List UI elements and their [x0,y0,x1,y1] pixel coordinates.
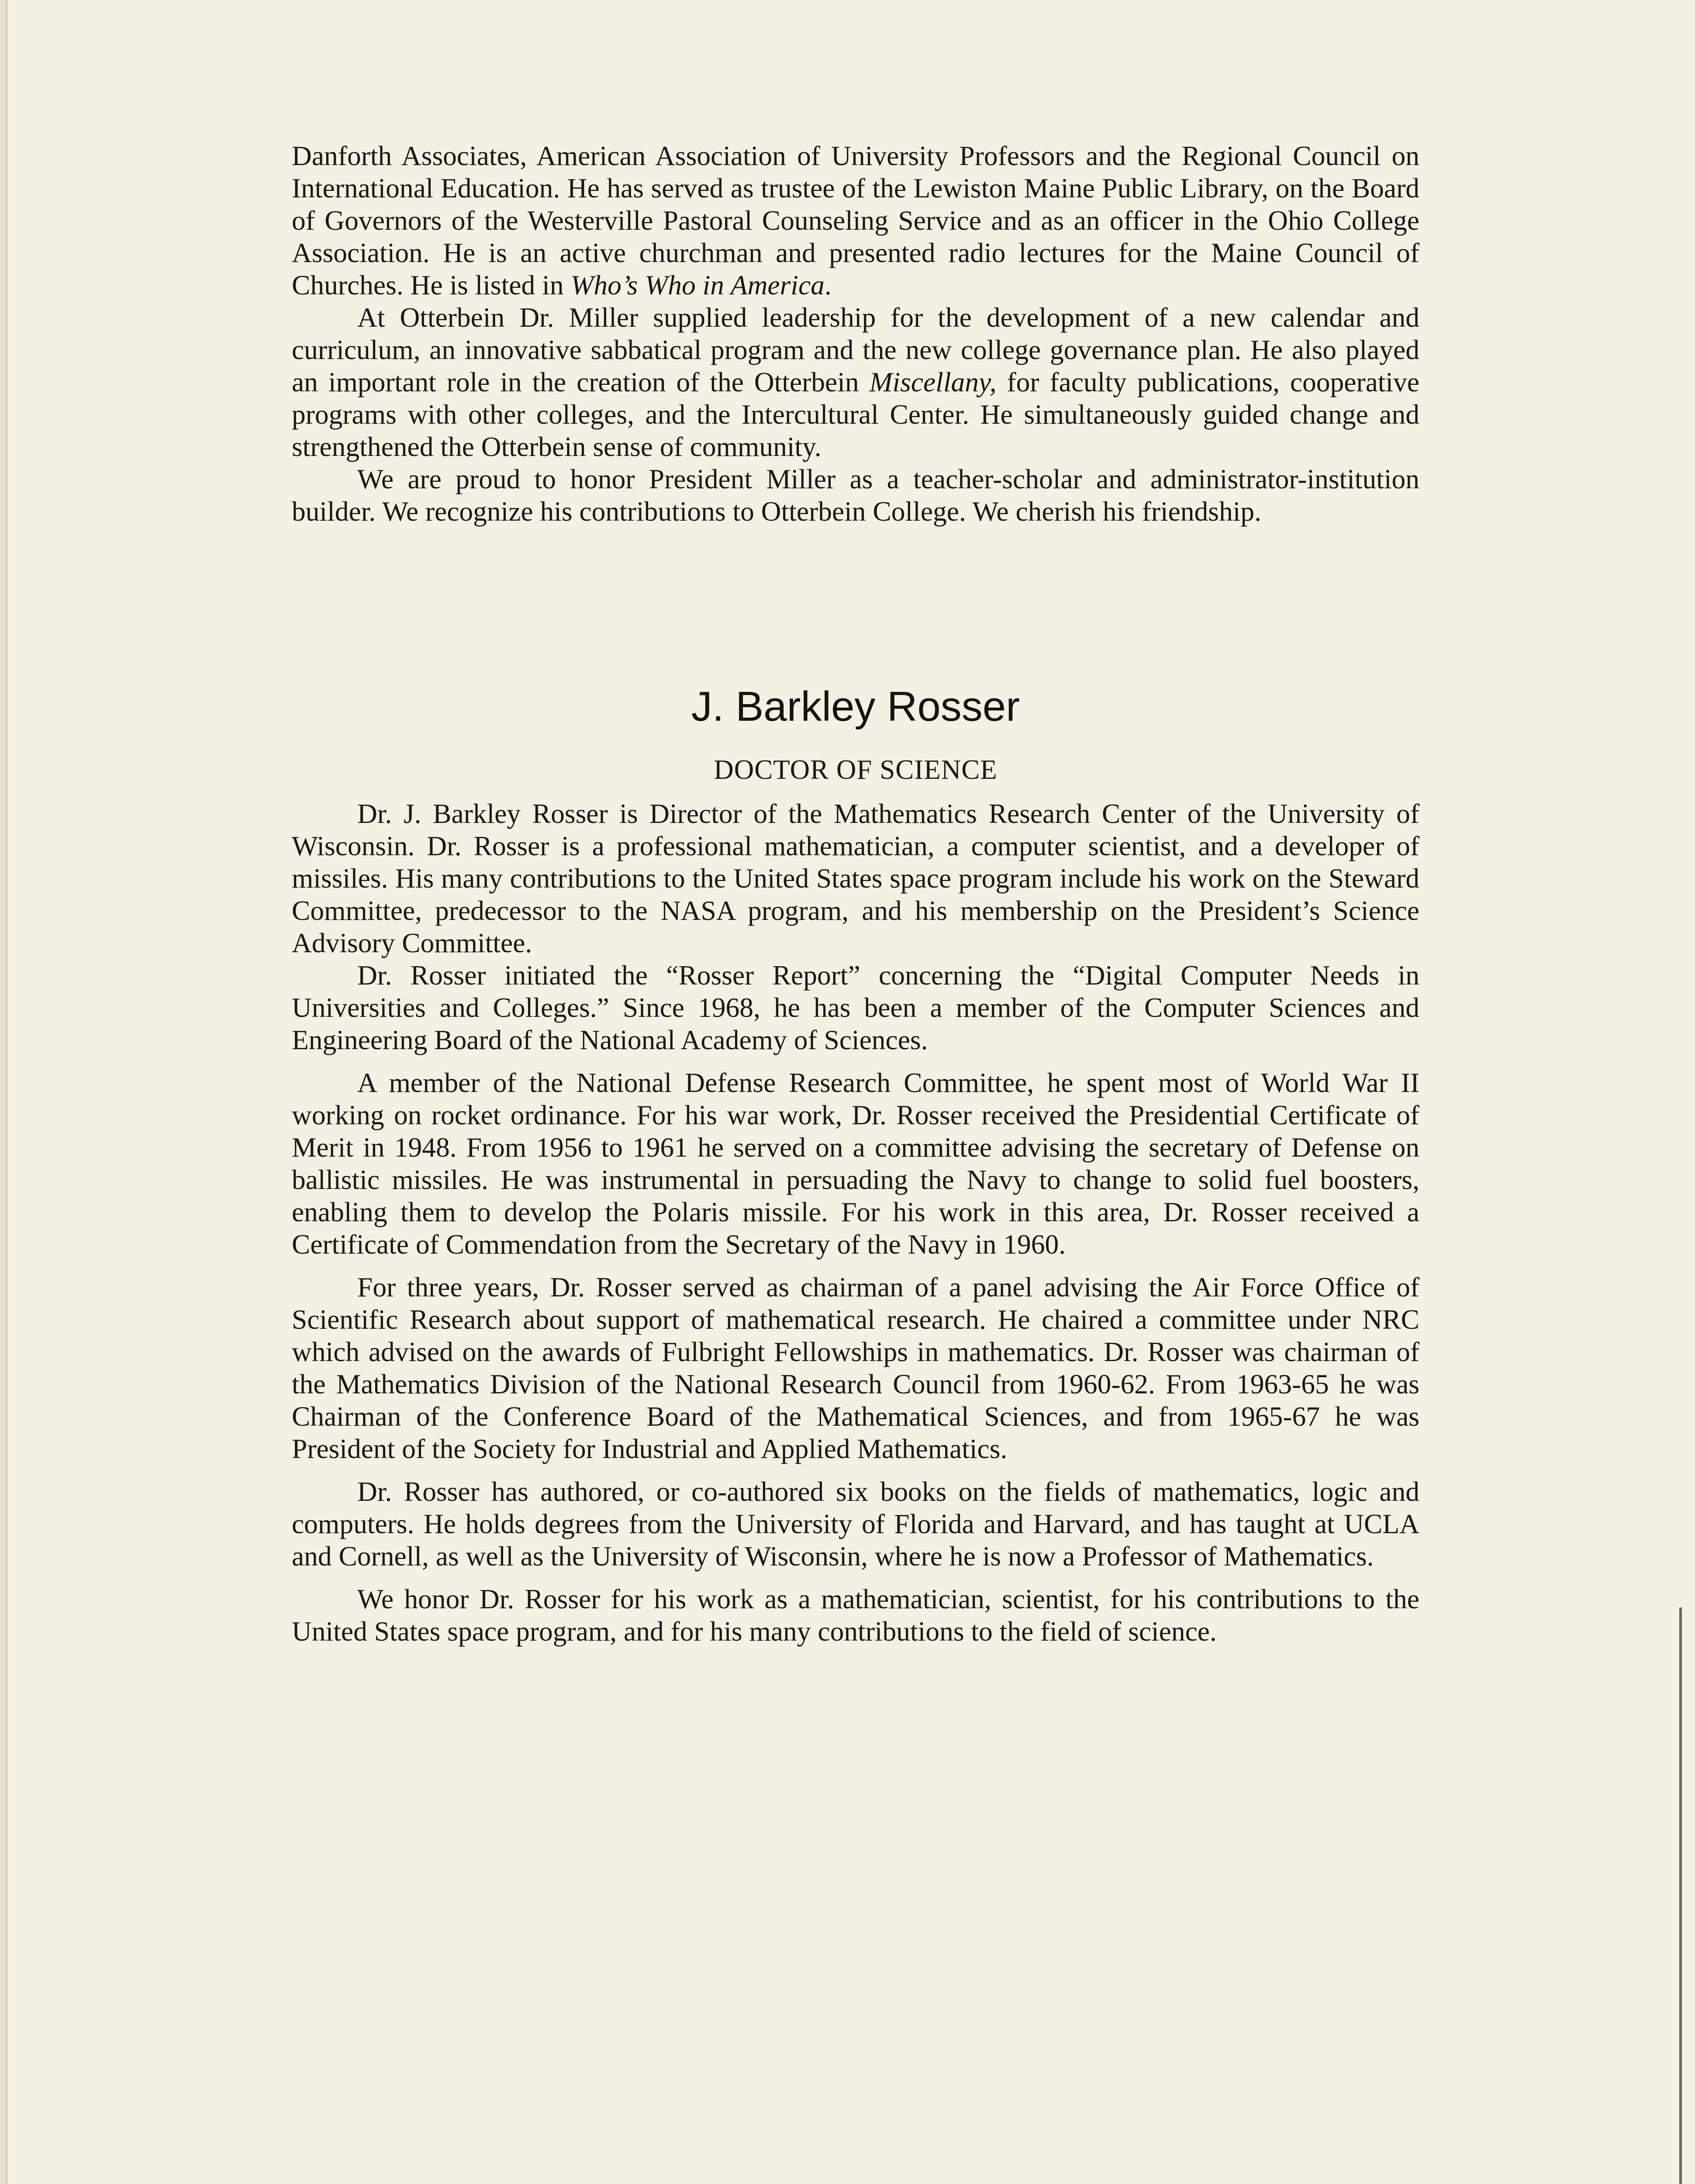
publication-title-miscellany: Miscellany, [869,366,997,397]
intro-paragraph-2: At Otterbein Dr. Miller supplied leadership for the development of a new calendar and curriculum, an innovative sabbatical program and the new college governance plan. He also played an important role in the creation of the Otterbein Miscellany, for faculty publications, cooperative programs with other colleges, and the Intercultural Center. He simultaneously guided change and strengthened the Otterbein sense of community. [292,302,1419,462]
intro-paragraph-3: We are proud to honor President Miller as a teacher-scholar and administrator-institution builder. We recognize his contributions to Otterbein College. We cherish his friendship. [292,463,1419,527]
body-paragraph-2: Dr. Rosser initiated the “Rosser Report” concerning the “Digital Computer Needs in Universities and Colleges.” Since 1968, he has been a member of the Computer Sciences and Engineering Board of the National Academy of Sciences. [292,960,1419,1055]
body-paragraph-5: Dr. Rosser has authored, or co-authored six books on the fields of mathematics, logic and computers. He holds degrees from the University of Florida and Harvard, and has taught at UCLA and Cornell, as well as the University of Wisconsin, where he is now a Professor of Mathematics. [292,1476,1419,1572]
body-paragraph-3: A member of the National Defense Research Committee, he spent most of World War II working on rocket ordinance. For his war work, Dr. Rosser received the Presidential Certificate of Merit in 1948. From 1956 to 1961 he served on a committee advising the secretary of Defense on ballistic missiles. He was instrumental in persuading the Navy to change to solid fuel boosters, enabling them to develop the Polaris missile. For his work in this area, Dr. Rosser received a Certificate of Commendation from the Secretary of the Navy in 1960. [292,1067,1419,1260]
page-spine [0,0,7,2184]
body-paragraph-4: For three years, Dr. Rosser served as chairman of a panel advising the Air Force Office of Scientific Research about support of mathematical research. He chaired a committee under NRC which advised on the awards of Fulbright Fellowships in mathematics. Dr. Rosser was chairman of the Mathematics Division of the National Research Council from 1960-62. From 1963-65 he was Chairman of the Conference Board of the Mathematical Sciences, and from 1965-67 he was President of the Society for Industrial and Applied Mathematics. [292,1272,1419,1464]
text-column [292,140,1419,1648]
honoree-name-heading: J. Barkley Rosser [691,683,1020,730]
publication-title: Who’s Who in America [570,270,825,301]
body-paragraph-1: Dr. J. Barkley Rosser is Director of the Mathematics Research Center of the University of Wisconsin. Dr. Rosser is a professional mathematician, a computer scientist, and a developer of missiles. His many contributions to the United States space program include his work on the Steward Committee, predecessor to the NASA program, and his membership on the President’s Science Advisory Committee. [292,798,1419,958]
body-paragraph-6: We honor Dr. Rosser for his work as a mathematician, scientist, for his contributions to the United States space program, and for his many contributions to the field of science. [292,1583,1419,1647]
intro-paragraph-1: Danforth Associates, American Association of University Professors and the Regional Council on International Education. He has served as trustee of the Lewiston Maine Public Library, on the Board of Governors of the Westerville Pastoral Counseling Service and as an officer in the Ohio College Association. He is an active churchman and presented radio lectures for the Maine Council of Churches. He is listed in Who’s Who in America. [292,140,1419,301]
degree-subheading: DOCTOR OF SCIENCE [714,754,998,785]
page-edge-shadow [1679,1607,1682,2184]
